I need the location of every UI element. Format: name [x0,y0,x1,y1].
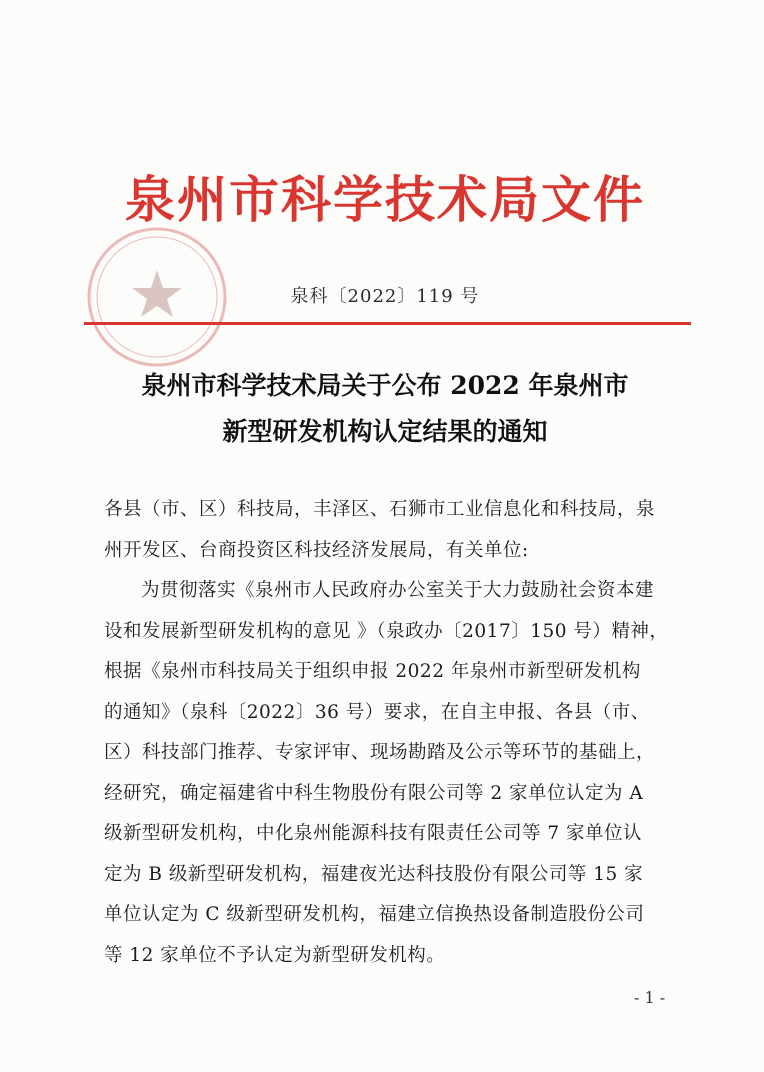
body-line: 设和发展新型研发机构的意见 》（泉政办〔2017〕150 号）精神， [104,620,669,642]
notice-title-line: 新型研发机构认定结果的通知 [222,417,548,446]
notice-body [104,490,676,976]
body-line: 级新型研发机构，中化泉州能源科技有限责任公司等 7 家单位认 [104,823,643,844]
page-number: - 1 - [634,988,666,1007]
body-line: 等 12 家单位不予认定为新型研发机构。 [104,944,446,966]
body-line: 各县（市、区）科技局，丰泽区、石狮市工业信息化和科技局，泉 [104,499,656,520]
body-line: 根据《泉州市科技局关于组织申报 2022 年泉州市新型研发机构 [104,661,641,682]
document-number: 泉科〔2022〕119 号 [290,286,480,307]
body-line: 定为 B 级新型研发机构，福建夜光达科技股份有限公司等 15 家 [104,863,644,885]
notice-title-line: 泉州市科学技术局关于公布 2022 年泉州市 [141,371,629,400]
body-line: 为贯彻落实《泉州市人民政府办公室关于大力鼓励社会资本建 [141,580,655,601]
header-divider [84,322,691,325]
notice-title [90,363,680,455]
document-header-title: 泉州市科学技术局文件 [125,170,645,229]
body-line: 的通知》（泉科〔2022〕36 号）要求，在自主申报、各县（市、 [104,701,650,723]
body-line: 区）科技部门推荐、专家评审、现场勘踏及公示等环节的基础上， [104,742,656,763]
body-line: 经研究，确定福建省中科生物股份有限公司等 2 家单位认定为 A [104,782,644,804]
body-line: 单位认定为 C 级新型研发机构，福建立信换热设备制造股份公司 [104,904,645,925]
body-line: 州开发区、台商投资区科技经济发展局，有关单位: [104,539,529,561]
